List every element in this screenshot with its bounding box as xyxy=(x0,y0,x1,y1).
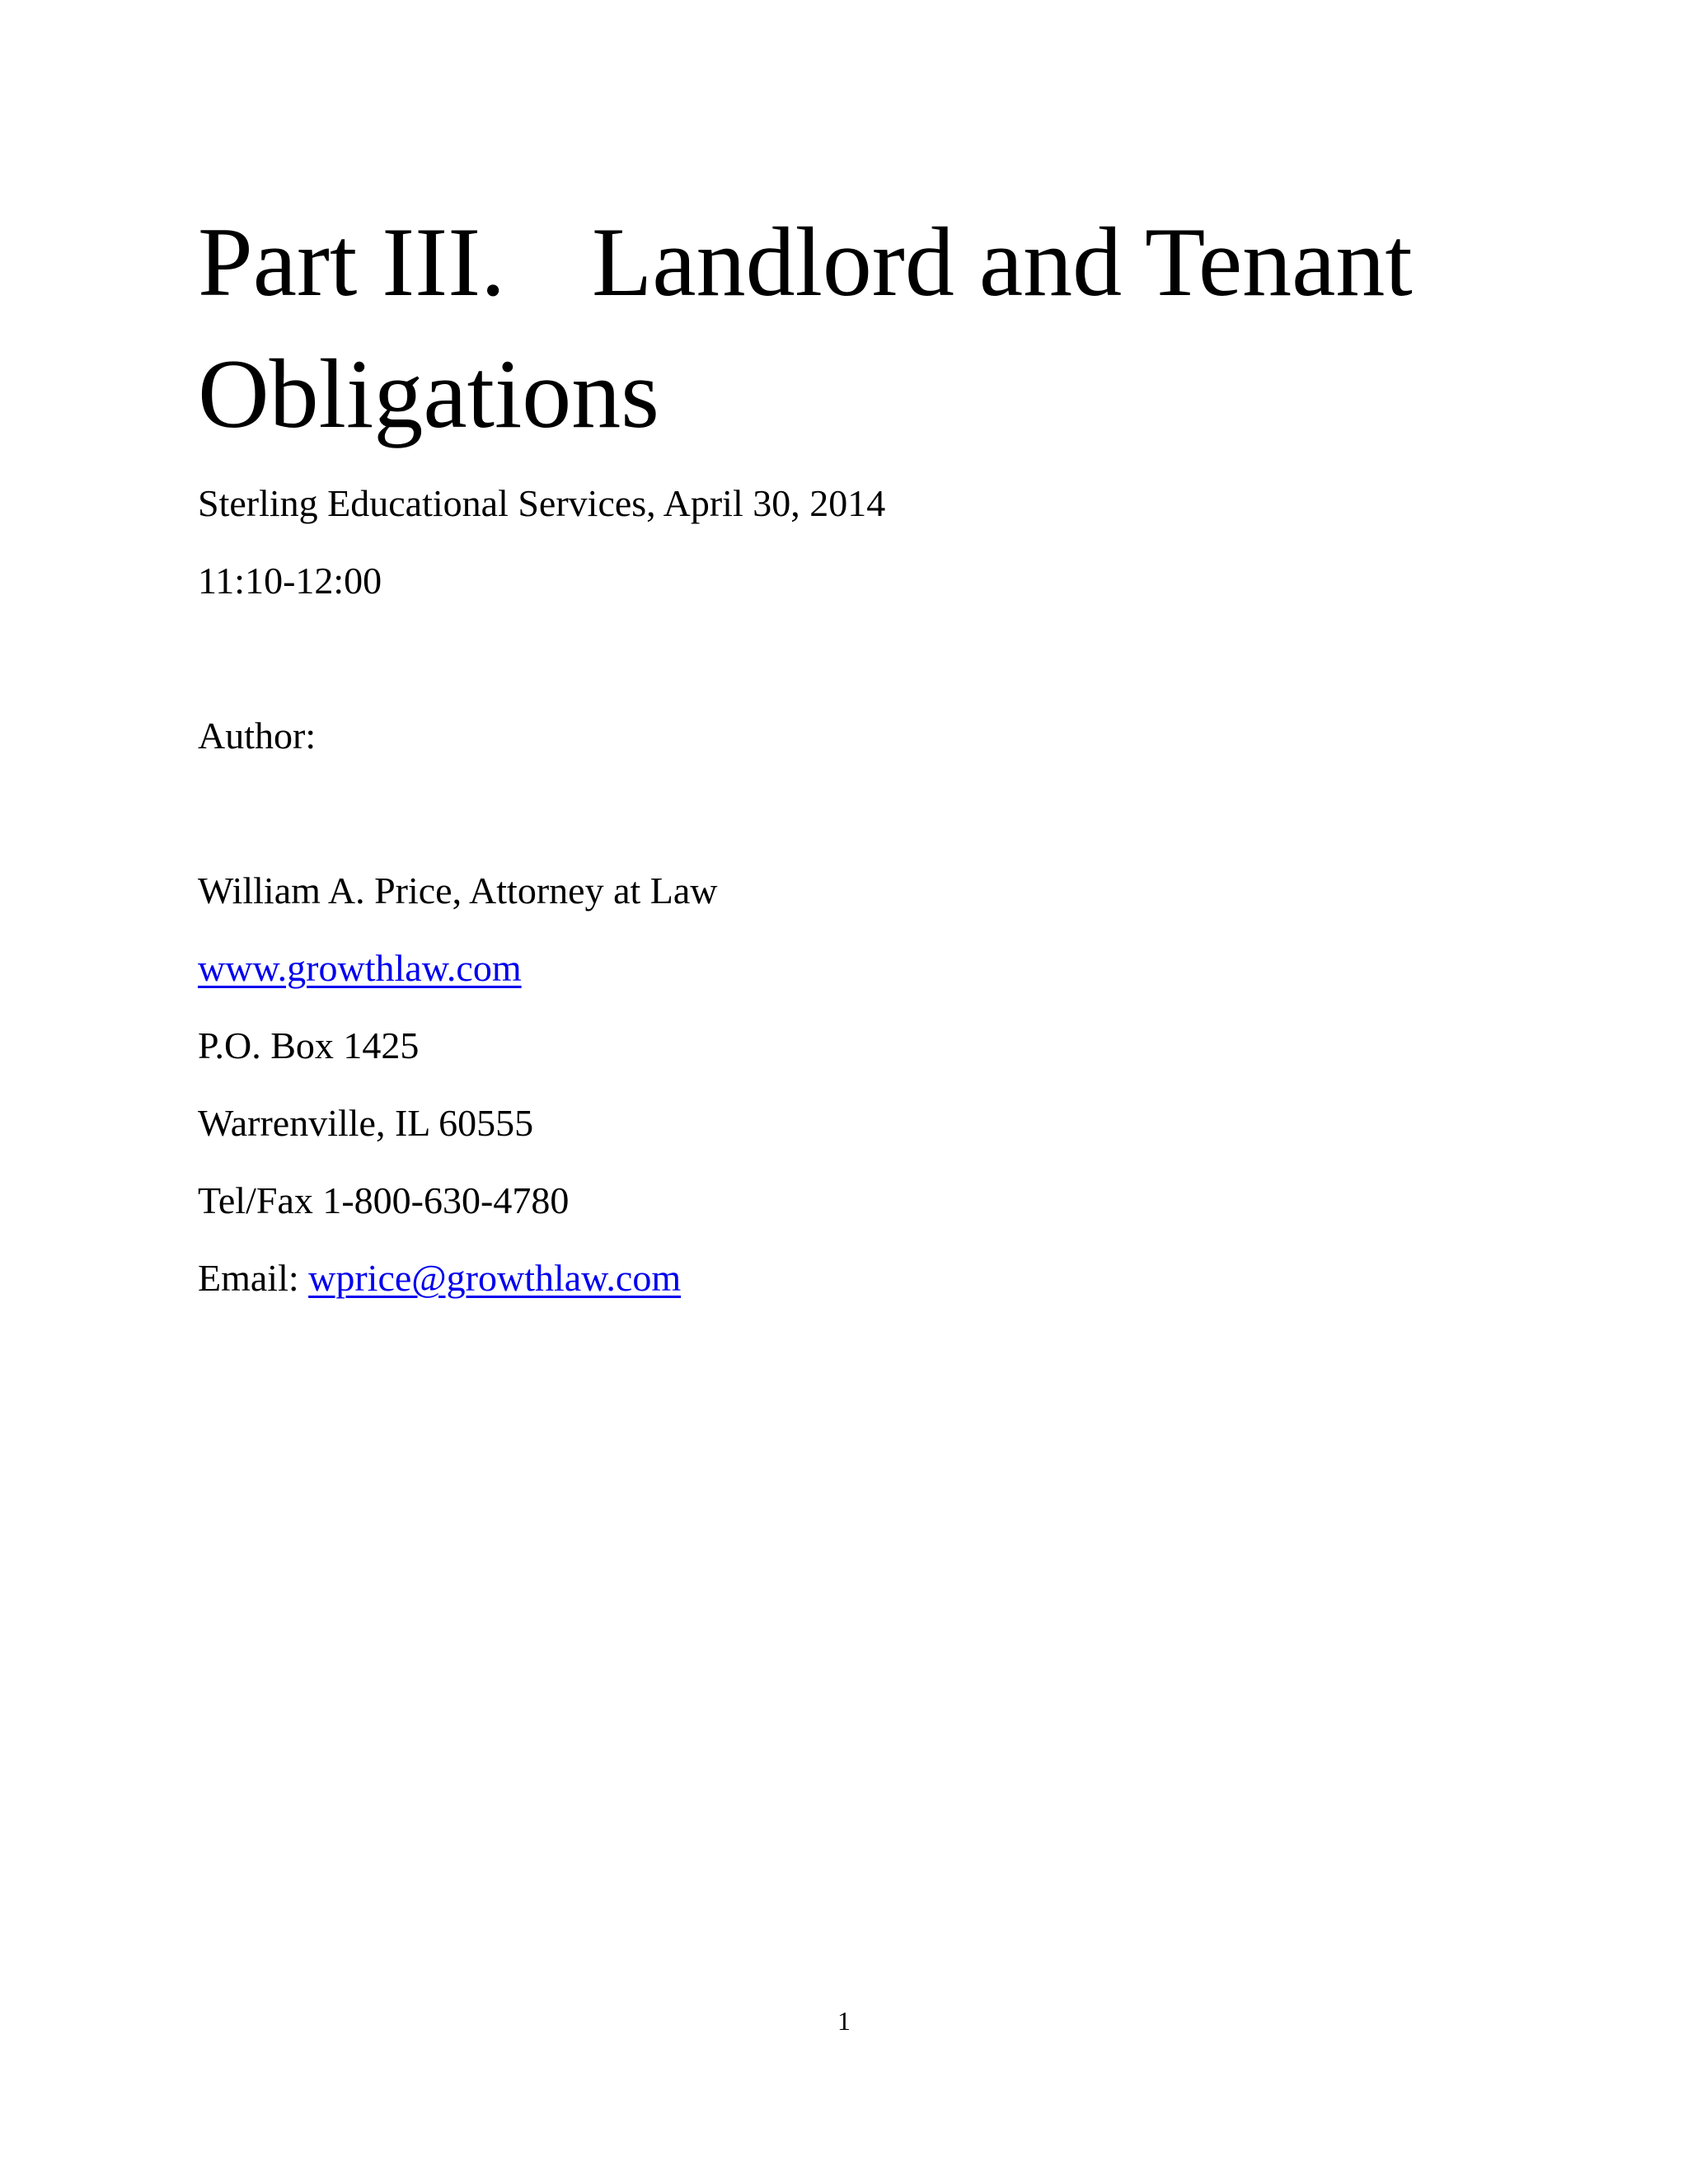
author-label: Author: xyxy=(198,715,316,757)
title-text-line1: Landlord and Tenant xyxy=(592,207,1413,316)
website-line xyxy=(198,945,522,991)
time-line: 11:10-12:00 xyxy=(198,560,382,602)
page-number: 1 xyxy=(837,2006,851,2036)
website-link[interactable]: www.growthlaw.com xyxy=(198,947,522,989)
page-title xyxy=(198,196,1517,460)
author-name: William A. Price, Attorney at Law xyxy=(198,869,718,912)
title-text-line2: Obligations xyxy=(198,339,659,448)
event-line: Sterling Educational Services, April 30, 2014 xyxy=(198,482,886,524)
email-link[interactable]: wprice@growthlaw.com xyxy=(308,1257,682,1299)
po-box-line: P.O. Box 1425 xyxy=(198,1024,420,1066)
title-part-number: Part III. xyxy=(198,207,506,316)
city-state-zip-line: Warrenville, IL 60555 xyxy=(198,1102,534,1144)
email-line xyxy=(198,1255,681,1301)
email-label: Email: xyxy=(198,1257,299,1299)
tel-fax-line: Tel/Fax 1-800-630-4780 xyxy=(198,1179,570,1221)
